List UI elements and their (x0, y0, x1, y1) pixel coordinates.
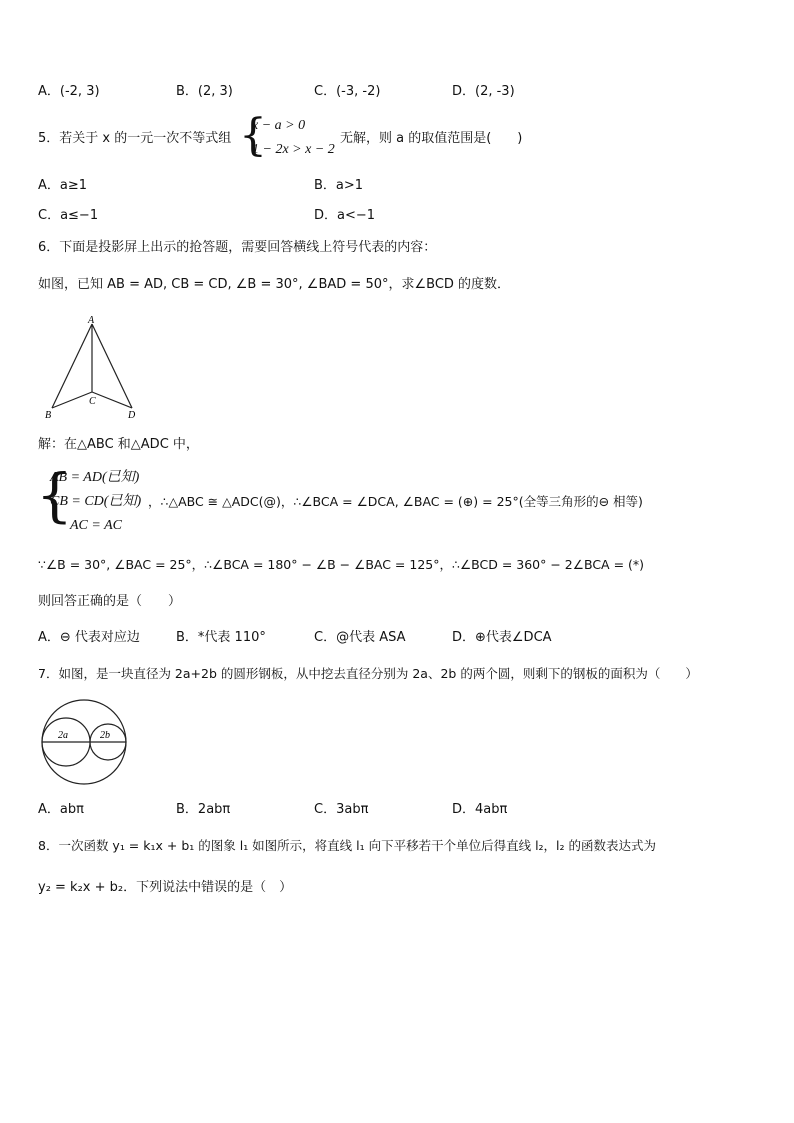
q4-option-c: C．(-3, -2) (314, 84, 381, 99)
q5-suffix: 无解，则 a 的取值范围是( ) (340, 131, 523, 146)
q7-option-b: B．2abπ (176, 802, 231, 817)
q6-condition-2: CB = CD(已知) (50, 494, 142, 509)
label-c: C (89, 396, 96, 407)
q4-option-d: D．(2, -3) (452, 84, 515, 99)
q6-condition-1: AB = AD(已知) (50, 470, 140, 485)
q6-condition-3: AC = AC (70, 518, 122, 533)
q7-stem: 7．如图，是一块直径为 2a+2b 的圆形钢板，从中挖去直径分别为 2a、2b 的两个圆，则剩下的钢板的面积为（ ） (38, 666, 698, 681)
q7-option-d: D．4abπ (452, 802, 508, 817)
q6-given: 如图，已知 AB = AD, CB = CD, ∠B = 30°, ∠BAD = 50°，求∠BCD 的度数． (38, 277, 511, 292)
q6-system (50, 466, 141, 538)
q5-option-b: B．a>1 (314, 178, 364, 193)
q5-inequality-1: x − a > 0 (252, 118, 306, 133)
q6-triangle-figure (40, 312, 150, 424)
segment-ab (52, 324, 92, 408)
segment-ad (92, 324, 132, 408)
q6-option-b: B．*代表 110° (176, 630, 266, 645)
q8-line2: y₂ = k₂x + b₂．下列说法中错误的是（ ） (38, 880, 293, 895)
q4-option-b: B．(2, 3) (176, 84, 233, 99)
label-b: B (45, 410, 52, 421)
q8-line1: 8．一次函数 y₁ = k₁x + b₁ 的图象 l₁ 如图所示，将直线 l₁ 向下平移若干个单位后得直线 l₂，l₂ 的函数表达式为 (38, 838, 657, 853)
label-2b: 2b (100, 730, 110, 741)
label-a: A (88, 315, 95, 326)
q7-circle-figure (38, 696, 130, 788)
q6-option-a: A．⊖ 代表对应边 (38, 630, 140, 645)
q5-option-c: C．a≤−1 (38, 208, 99, 223)
q5-system (252, 114, 335, 162)
q7-option-c: C．3abπ (314, 802, 369, 817)
q5-brace: { (239, 110, 267, 161)
q5-option-a: A．a≥1 (38, 178, 88, 193)
q6-brace: { (36, 461, 73, 529)
q6-proof-line: ，∴△ABC ≅ △ADC(@)，∴∠BCA = ∠DCA, ∠BAC = (⊕) = 25°(全等三角形的⊖ 相等) (148, 494, 643, 509)
label-d: D (128, 410, 136, 421)
label-2a: 2a (58, 730, 68, 741)
q6-question: 则回答正确的是（ ） (38, 594, 182, 609)
q5-option-d: D．a<−1 (314, 208, 376, 223)
q7-option-a: A．abπ (38, 802, 84, 817)
q5-inequality-2: 1 − 2x > x − 2 (252, 142, 335, 157)
q5-prefix: 5．若关于 x 的一元一次不等式组 (38, 131, 232, 146)
q6-step2: ∵∠B = 30°, ∠BAC = 25°，∴∠BCA = 180° − ∠B − ∠BAC = 125°，∴∠BCD = 360° − 2∠BCA = (*) (38, 557, 645, 572)
q6-solution-intro: 解：在△ABC 和△ADC 中， (38, 437, 199, 452)
q6-option-d: D．⊕代表∠DCA (452, 630, 552, 645)
q6-option-c: C．@代表 ASA (314, 630, 406, 645)
q4-option-a: A．(-2, 3) (38, 84, 100, 99)
q6-stem: 6．下面是投影屏上出示的抢答题，需要回答横线上符号代表的内容： (38, 240, 437, 255)
